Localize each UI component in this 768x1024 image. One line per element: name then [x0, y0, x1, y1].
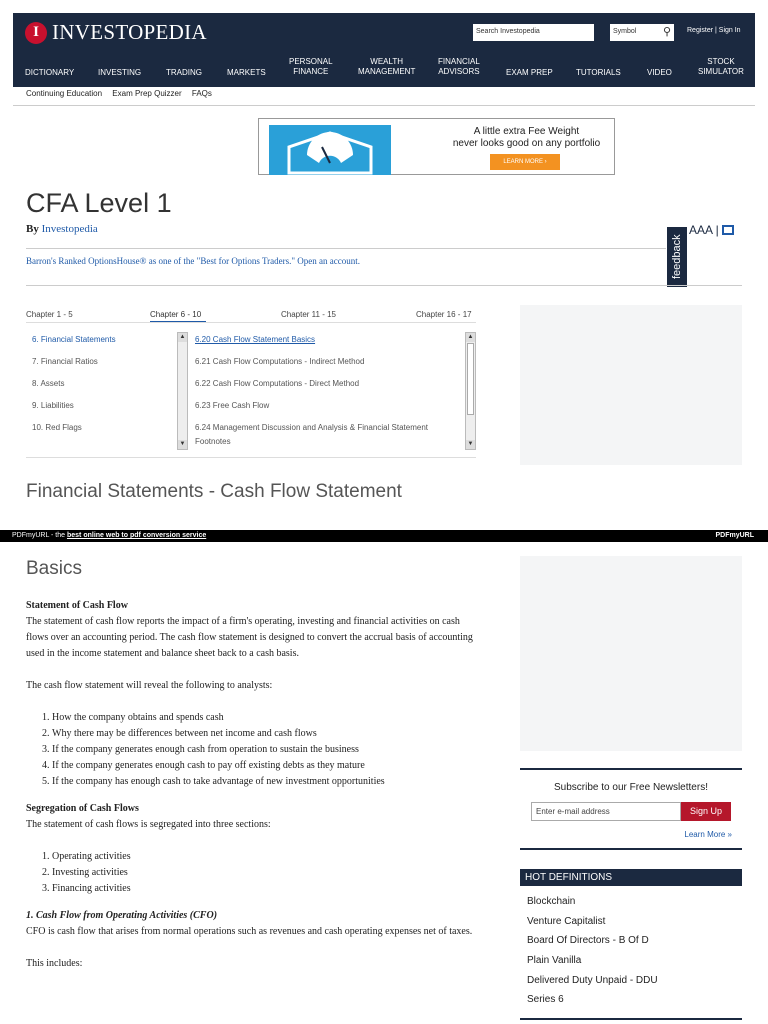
scroll-thumb[interactable]: [467, 343, 474, 415]
nav-personal-finance[interactable]: [289, 57, 333, 77]
divider: [26, 457, 476, 458]
nav-personal-finance-l2: FINANCE: [293, 67, 329, 76]
nav-trading[interactable]: TRADING: [166, 68, 202, 77]
tab-chapter-11-15[interactable]: Chapter 11 - 15: [281, 310, 336, 319]
sub-navigation: [26, 89, 220, 98]
section-item[interactable]: 6.23 Free Cash Flow: [195, 401, 270, 410]
chapter-list: [26, 330, 188, 450]
hot-definition-item[interactable]: Board Of Directors - B Of D: [527, 935, 649, 947]
divider: [26, 248, 666, 249]
nav-financial-advisors-l1: FINANCIAL: [438, 57, 480, 66]
hot-definitions-header: HOT DEFINITIONS: [520, 869, 742, 886]
nav-wealth-management-l1: WEALTH: [370, 57, 404, 66]
analyst-list: [52, 710, 476, 790]
newsletter-box: [520, 768, 742, 848]
font-size-control[interactable]: AAA |: [689, 223, 719, 237]
promo-link[interactable]: Barron's Ranked OptionsHouse® as one of the "Best for Options Traders." Open an account.: [26, 256, 361, 266]
nav-wealth-management[interactable]: [358, 57, 415, 77]
subnav-exam-prep-quizzer[interactable]: Exam Prep Quizzer: [112, 89, 182, 98]
logo-mark-icon: I: [25, 22, 47, 44]
scroll-up-icon[interactable]: ▲: [179, 334, 186, 340]
search-icon[interactable]: ⚲: [662, 26, 671, 38]
sidebar-ad-placeholder: [520, 305, 742, 465]
hot-definition-item[interactable]: Series 6: [527, 994, 564, 1006]
hot-definitions-list: [527, 896, 658, 1014]
page-title: CFA Level 1: [26, 188, 172, 218]
sections-list: [52, 849, 476, 897]
nav-wealth-management-l2: MANAGEMENT: [358, 67, 416, 76]
chapter-list-scrollbar[interactable]: [177, 332, 188, 450]
pdfbar-link[interactable]: best online web to pdf conversion service: [66, 532, 207, 539]
heading-segregation: Segregation of Cash Flows: [26, 803, 139, 814]
ad-line-2: never looks good on any portfolio: [452, 138, 601, 149]
nav-financial-advisors-l2: ADVISORS: [438, 67, 480, 76]
ad-learn-more-button[interactable]: LEARN MORE ›: [490, 154, 560, 170]
nav-video[interactable]: VIDEO: [647, 68, 672, 77]
nav-dictionary[interactable]: DICTIONARY: [25, 68, 75, 77]
paragraph: The statement of cash flows is segregated into three sections:: [26, 819, 271, 830]
section-item[interactable]: 6.24 Management Discussion and Analysis & Financial Statement Footnotes: [195, 423, 429, 446]
search-input[interactable]: Search Investopedia: [473, 24, 594, 41]
main-nav: [13, 55, 755, 85]
paragraph: The cash flow statement will reveal the following to analysts:: [26, 680, 273, 691]
list-item: 5. If the company has enough cash to take advantage of new investment opportunities: [52, 774, 476, 790]
list-item: 4. If the company generates enough cash to pay off existing debts as they mature: [52, 758, 476, 774]
divider: [13, 105, 755, 106]
learn-more-link[interactable]: Learn More »: [684, 830, 732, 839]
list-item: 1. How the company obtains and spends cash: [52, 710, 476, 726]
pdfbar-prefix: PDFmyURL - the: [12, 532, 67, 539]
sign-up-button[interactable]: Sign Up: [681, 802, 731, 821]
pdfmyurl-banner: [0, 530, 768, 542]
advertisement-banner[interactable]: [258, 118, 615, 175]
article-body: [26, 598, 476, 988]
paragraph: This includes:: [26, 958, 83, 969]
ad-scale-image: [269, 125, 391, 175]
ad-line-1: A little extra Fee Weight: [473, 126, 580, 137]
divider: [26, 285, 742, 286]
top-navigation-bar: [13, 13, 755, 87]
tab-chapter-1-5[interactable]: Chapter 1 - 5: [26, 310, 73, 319]
nav-tutorials[interactable]: TUTORIALS: [576, 68, 621, 77]
nav-stock-simulator-l2: SIMULATOR: [698, 67, 744, 76]
chapter-item[interactable]: 8. Assets: [32, 379, 65, 388]
symbol-input[interactable]: [610, 24, 674, 41]
list-item: 3. If the company generates enough cash from operation to sustain the business: [52, 742, 476, 758]
subnav-continuing-education[interactable]: Continuing Education: [26, 89, 103, 98]
section-item[interactable]: 6.21 Cash Flow Computations - Indirect Method: [195, 357, 365, 366]
byline: [26, 223, 98, 235]
section-item[interactable]: 6.20 Cash Flow Statement Basics: [195, 335, 316, 344]
tab-chapter-16-17[interactable]: Chapter 16 - 17: [416, 310, 472, 319]
section-list: [195, 330, 465, 450]
list-item: 3. Financing activities: [52, 881, 476, 897]
chapter-item[interactable]: 7. Financial Ratios: [32, 357, 98, 366]
list-item: 2. Why there may be differences between net income and cash flows: [52, 726, 476, 742]
tab-chapter-6-10[interactable]: Chapter 6 - 10: [150, 310, 202, 319]
chapter-item[interactable]: 10. Red Flags: [32, 423, 82, 432]
nav-exam-prep[interactable]: EXAM PREP: [506, 68, 553, 77]
register-sign-in-link[interactable]: Register | Sign In: [687, 27, 741, 34]
nav-stock-simulator[interactable]: [698, 57, 744, 77]
print-icon[interactable]: [722, 225, 734, 235]
scroll-up-icon[interactable]: ▲: [467, 334, 474, 340]
section-list-scrollbar[interactable]: [465, 332, 476, 450]
hot-definition-item[interactable]: Venture Capitalist: [527, 915, 606, 927]
paragraph: The statement of cash flow reports the impact of a firm's operating, investing and financial activities on cash flows over an accounting period. The cash flow statement is designed to convert the accrual basis of accounting used in the income statement and balance sheet back to a cash basis.: [26, 616, 473, 659]
ad-copy: [444, 126, 609, 150]
hot-definition-item[interactable]: Plain Vanilla: [527, 955, 582, 967]
heading-statement-of-cash-flow: Statement of Cash Flow: [26, 600, 128, 611]
divider: [26, 322, 476, 323]
feedback-tab[interactable]: feedback: [667, 227, 687, 287]
newsletter-title: Subscribe to our Free Newsletters!: [554, 782, 708, 793]
nav-financial-advisors[interactable]: [438, 57, 480, 77]
subnav-faqs[interactable]: FAQs: [191, 89, 212, 98]
hot-definitions-bottom-border: [520, 1018, 742, 1020]
author-link[interactable]: Investopedia: [41, 223, 98, 235]
scroll-down-icon[interactable]: ▼: [179, 441, 186, 447]
hot-definition-item[interactable]: Delivered Duty Unpaid - DDU: [527, 974, 658, 986]
nav-personal-finance-l1: PERSONAL: [289, 57, 333, 66]
email-input[interactable]: Enter e-mail address: [531, 802, 681, 821]
basics-title: Basics: [26, 558, 82, 579]
section-title: Financial Statements - Cash Flow Statement: [26, 481, 402, 502]
symbol-placeholder: Symbol: [613, 28, 637, 35]
scroll-down-icon[interactable]: ▼: [467, 441, 474, 447]
chapter-item[interactable]: 6. Financial Statements: [32, 335, 116, 344]
byline-prefix: By: [26, 223, 42, 235]
divider: [520, 848, 742, 850]
nav-markets[interactable]: MARKETS: [227, 68, 266, 77]
paragraph: CFO is cash flow that arises from normal operations such as revenues and cash operating expenses net of taxes.: [26, 926, 473, 937]
nav-stock-simulator-l1: STOCK: [707, 57, 735, 66]
heading-cfo: 1. Cash Flow from Operating Activities (CFO): [26, 910, 218, 921]
pdfmyurl-logo: PDFmyURL: [715, 532, 754, 539]
chapter-item[interactable]: 9. Liabilities: [32, 401, 74, 410]
logo-text: INVESTOPEDIA: [52, 20, 207, 44]
hot-definition-item[interactable]: Blockchain: [527, 896, 576, 907]
investopedia-logo[interactable]: [25, 20, 207, 45]
list-item: 1. Operating activities: [52, 849, 476, 865]
sidebar-ad-placeholder: [520, 556, 742, 751]
section-item[interactable]: 6.22 Cash Flow Computations - Direct Method: [195, 379, 360, 388]
nav-investing[interactable]: INVESTING: [98, 68, 142, 77]
list-item: 2. Investing activities: [52, 865, 476, 881]
